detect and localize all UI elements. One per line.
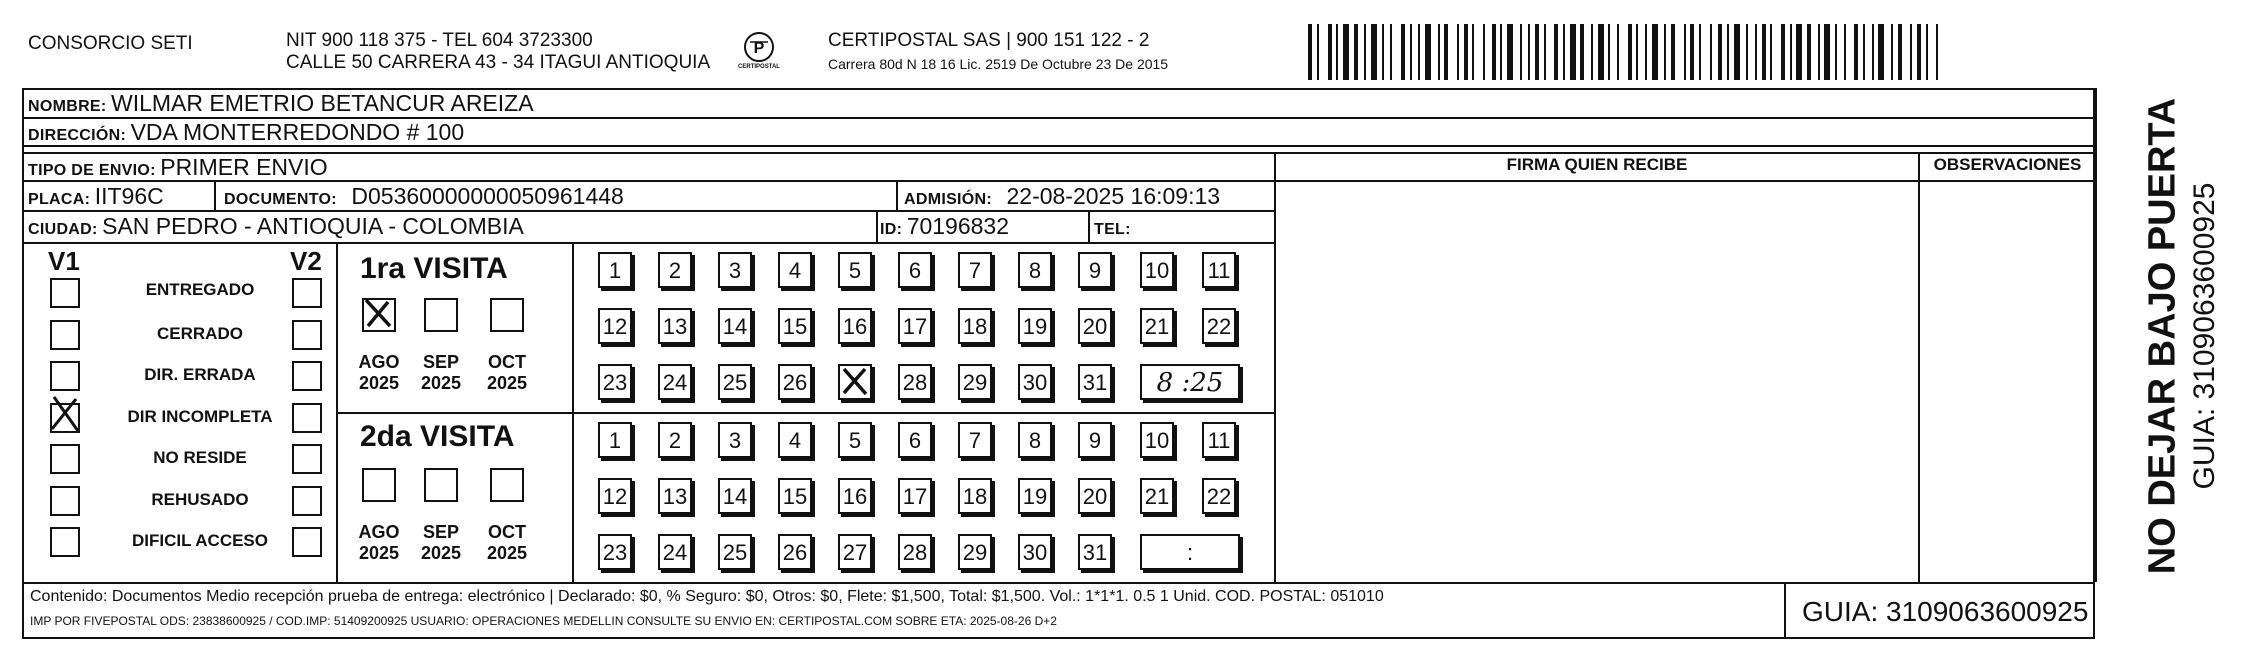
second-month-label: [418, 522, 464, 564]
v2-checkbox-4[interactable]: [292, 403, 322, 433]
company-name: CONSORCIO SETI: [28, 33, 193, 54]
second-day-9[interactable]: 9: [1078, 422, 1112, 458]
nombre-field: [28, 89, 534, 121]
v2-label: V2: [290, 246, 322, 276]
barcode-bar: [1328, 24, 1332, 80]
reason-label: DIR. ERRADA: [144, 365, 256, 384]
placa-label: PLACA:: [28, 191, 91, 208]
second-day-10[interactable]: 10: [1140, 422, 1174, 458]
barcode-bar: [1790, 24, 1792, 80]
barcode-bar: [1824, 24, 1830, 80]
second-day-13[interactable]: 13: [658, 478, 692, 514]
second-day-15[interactable]: 15: [778, 478, 812, 514]
first-day-3[interactable]: 3: [718, 252, 752, 288]
first-day-18[interactable]: 18: [958, 308, 992, 344]
documento-label: DOCUMENTO:: [224, 191, 337, 208]
barcode-bar: [1554, 24, 1558, 80]
first-day-22[interactable]: 22: [1202, 308, 1236, 344]
first-month-box-oct[interactable]: [490, 298, 524, 332]
observaciones-area[interactable]: [1920, 182, 2095, 582]
month-name: AGO: [358, 522, 400, 542]
first-day-19[interactable]: 19: [1018, 308, 1052, 344]
first-day-6[interactable]: 6: [898, 252, 932, 288]
reason-label: CERRADO: [157, 324, 243, 343]
barcode-bar: [1617, 24, 1619, 80]
barcode-bar: [1425, 24, 1431, 80]
second-day-6[interactable]: 6: [898, 422, 932, 458]
first-month-label: [418, 352, 464, 394]
first-day-16[interactable]: 16: [838, 308, 872, 344]
second-day-7[interactable]: 7: [958, 422, 992, 458]
second-day-29[interactable]: 29: [958, 534, 992, 570]
barcode-bar: [1926, 24, 1928, 80]
first-day-8[interactable]: 8: [1018, 252, 1052, 288]
barcode-bar: [1684, 24, 1686, 80]
second-day-18[interactable]: 18: [958, 478, 992, 514]
first-day-29[interactable]: 29: [958, 364, 992, 400]
barcode-bar: [1608, 24, 1610, 80]
barcode-bar: [1410, 24, 1412, 80]
first-day-15[interactable]: 15: [778, 308, 812, 344]
first-day-31[interactable]: 31: [1078, 364, 1112, 400]
barcode-bar: [1528, 24, 1530, 80]
first-day-1[interactable]: 1: [598, 252, 632, 288]
id-value: 70196832: [906, 213, 1010, 239]
barcode-bar: [1628, 24, 1632, 80]
footer-line-2: IMP POR FIVEPOSTAL ODS: 23838600925 / COD.IMP: 51409200925 USUARIO: OPERACIONES MEDELLIN CONSULTE SU ENVIO EN: CERTIPOSTAL.COM SOBRE ETA: 2025-08-26 D+2: [30, 614, 1057, 628]
v1-checkbox-1[interactable]: [50, 278, 80, 308]
nombre-value: WILMAR EMETRIO BETANCUR AREIZA: [111, 90, 534, 116]
first-day-7[interactable]: 7: [958, 252, 992, 288]
month-name: SEP: [422, 352, 460, 372]
barcode-bar: [1371, 24, 1377, 80]
second-day-26[interactable]: 26: [778, 534, 812, 570]
barcode-bar: [1591, 24, 1593, 80]
v2-checkbox-7[interactable]: [292, 527, 322, 557]
barcode-bar: [1910, 24, 1912, 80]
first-day-5[interactable]: 5: [838, 252, 872, 288]
col-divider: [1088, 210, 1090, 242]
second-day-25[interactable]: 25: [718, 534, 752, 570]
first-day-30[interactable]: 30: [1018, 364, 1052, 400]
barcode-bar: [1507, 24, 1513, 80]
ciudad-field: [28, 212, 524, 244]
v1-label: V1: [48, 246, 80, 276]
barcode-bar: [1544, 24, 1546, 80]
first-day-11[interactable]: 11: [1202, 252, 1236, 288]
barcode-bar: [1844, 24, 1846, 80]
v2-checkbox-2[interactable]: [292, 320, 322, 350]
nit-line: NIT 900 118 375 - TEL 604 3723300: [286, 30, 593, 51]
tipo-envio-label: TIPO DE ENVIO:: [28, 162, 156, 179]
barcode-bar: [1734, 24, 1740, 80]
second-day-28[interactable]: 28: [898, 534, 932, 570]
second-day-31[interactable]: 31: [1078, 534, 1112, 570]
second-month-label: [484, 522, 530, 564]
second-day-5[interactable]: 5: [838, 422, 872, 458]
second-day-23[interactable]: 23: [598, 534, 632, 570]
address-line: CALLE 50 CARRERA 43 - 34 ITAGUI ANTIOQUIA: [286, 52, 711, 73]
barcode-bar: [1457, 24, 1459, 80]
documento-value: D05360000000050961448: [351, 183, 624, 209]
x-mark-icon: [838, 364, 872, 398]
row-divider: [22, 152, 2095, 154]
barcode-bar: [1483, 24, 1485, 80]
barcode-bar: [1891, 24, 1893, 80]
barcode-bar: [1710, 24, 1712, 80]
barcode-bar: [1762, 24, 1766, 80]
barcode-bar: [1917, 24, 1921, 80]
second-day-22[interactable]: 22: [1202, 478, 1236, 514]
second-month-box-sep[interactable]: [424, 468, 458, 502]
barcode-bar: [1936, 24, 1938, 80]
placa-value: IIT96C: [94, 183, 164, 209]
first-day-17[interactable]: 17: [898, 308, 932, 344]
barcode-bar: [1898, 24, 1902, 80]
barcode-bar: [1781, 24, 1785, 80]
month-year: 2025: [358, 543, 400, 563]
first-day-21[interactable]: 21: [1140, 308, 1174, 344]
second-day-2[interactable]: 2: [658, 422, 692, 458]
barcode-bar: [1464, 24, 1468, 80]
barcode-bar: [1418, 24, 1420, 80]
month-year: 2025: [486, 543, 528, 563]
logo-text: CERTIPOSTAL: [738, 64, 780, 70]
admision-label: ADMISIÓN:: [904, 191, 993, 208]
month-year: 2025: [420, 373, 462, 393]
first-day-25[interactable]: 25: [718, 364, 752, 400]
x-mark-icon: [48, 393, 82, 433]
v2-checkbox-5[interactable]: [292, 444, 322, 474]
placa-field: [28, 182, 164, 214]
x-mark-icon: [362, 296, 398, 332]
direccion-field: [28, 118, 464, 150]
direccion-label: DIRECCIÓN:: [28, 127, 127, 144]
footer-guia: GUIA: 3109063600925: [1802, 596, 2089, 627]
observaciones-header: OBSERVACIONES: [1933, 155, 2082, 174]
footer-line-1: Contenido: Documentos Medio recepción prueba de entrega: electrónico | Declarado: $0, % Seguro: $0, Otros: $0, Flete: $1,500, Total: $1,500. Vol.: 1*1*1. 0.5 1 Unid. COD. POSTAL: 051010: [30, 588, 1384, 605]
v2-checkbox-3[interactable]: [292, 361, 322, 391]
reason-label: NO RESIDE: [153, 448, 247, 467]
first-day-12[interactable]: 12: [598, 308, 632, 344]
barcode-bar: [1636, 24, 1638, 80]
second-day-16[interactable]: 16: [838, 478, 872, 514]
first-month-label: [356, 352, 402, 394]
ciudad-label: CIUDAD:: [28, 221, 98, 238]
direccion-value: VDA MONTERREDONDO # 100: [130, 119, 465, 145]
second-day-1[interactable]: 1: [598, 422, 632, 458]
v1-checkbox-5[interactable]: [50, 444, 80, 474]
barcode-bar: [1835, 24, 1837, 80]
reason-label: DIFICIL ACCESO: [131, 531, 268, 550]
side-panel: [2097, 90, 2247, 582]
barcode-bar: [1878, 24, 1884, 80]
barcode-bar: [1671, 24, 1675, 80]
v2-checkbox-6[interactable]: [292, 486, 322, 516]
first-month-box-sep[interactable]: [424, 298, 458, 332]
first-visit-title: 1ra VISITA: [360, 252, 508, 285]
second-day-4[interactable]: 4: [778, 422, 812, 458]
second-day-30[interactable]: 30: [1018, 534, 1052, 570]
first-day-14[interactable]: 14: [718, 308, 752, 344]
certipostal-logo: [730, 28, 788, 84]
first-day-2[interactable]: 2: [658, 252, 692, 288]
first-month-label: [484, 352, 530, 394]
barcode-bar: [1563, 24, 1565, 80]
second-day-12[interactable]: 12: [598, 478, 632, 514]
first-day-9[interactable]: 9: [1078, 252, 1112, 288]
v1-checkbox-3[interactable]: [50, 361, 80, 391]
barcode-bar: [1520, 24, 1522, 80]
v1-checkbox-4[interactable]: [50, 403, 80, 433]
second-day-14[interactable]: 14: [718, 478, 752, 514]
admision-value: 22-08-2025 16:09:13: [1006, 183, 1221, 209]
v2-checkbox-1[interactable]: [292, 278, 322, 308]
nombre-label: NOMBRE:: [28, 98, 107, 115]
first-day-27[interactable]: [838, 364, 872, 400]
barcode-bar: [1645, 24, 1647, 80]
barcode-bar: [1535, 24, 1539, 80]
second-day-11[interactable]: 11: [1202, 422, 1236, 458]
tel-label: TEL:: [1094, 221, 1131, 238]
reason-label: REHUSADO: [151, 490, 249, 509]
certipostal-line: CERTIPOSTAL SAS | 900 151 122 - 2: [828, 30, 1150, 51]
tel-field: [1094, 212, 1131, 244]
first-day-10[interactable]: 10: [1140, 252, 1174, 288]
second-day-17[interactable]: 17: [898, 478, 932, 514]
barcode-bar: [1308, 24, 1312, 80]
documento-field: [224, 182, 624, 214]
first-day-20[interactable]: 20: [1078, 308, 1112, 344]
second-month-label: [356, 522, 402, 564]
barcode-bar: [1807, 24, 1811, 80]
barcode-bar: [1570, 24, 1576, 80]
barcode-bar: [1500, 24, 1502, 80]
first-time-box[interactable]: 8 :25: [1140, 364, 1240, 400]
footer-guia-divider: [1784, 582, 1786, 639]
side-guia-text: GUIA: 3109063600925: [2188, 182, 2221, 490]
second-visit-title: 2da VISITA: [360, 420, 515, 453]
barcode-bar: [1854, 24, 1858, 80]
ciudad-value: SAN PEDRO - ANTIOQUIA - COLOMBIA: [102, 213, 524, 239]
barcode-bar: [1364, 24, 1366, 80]
month-name: AGO: [358, 352, 400, 372]
second-day-27[interactable]: 27: [838, 534, 872, 570]
barcode-bar: [1872, 24, 1874, 80]
second-month-box-oct[interactable]: [490, 468, 524, 502]
barcode-bar: [1690, 24, 1694, 80]
id-label: ID:: [880, 221, 903, 238]
firma-area[interactable]: [1276, 182, 1918, 582]
admision-field: [904, 182, 1220, 214]
month-year: 2025: [486, 373, 528, 393]
month-name: OCT: [488, 352, 526, 372]
barcode-bar: [1492, 24, 1496, 80]
first-day-4[interactable]: 4: [778, 252, 812, 288]
first-day-23[interactable]: 23: [598, 364, 632, 400]
barcode-bar: [1863, 24, 1865, 80]
barcode-bar: [1444, 24, 1448, 80]
no-dejar-bajo-puerta-text: NO DEJAR BAJO PUERTA: [2141, 97, 2184, 575]
barcode-bar: [1382, 24, 1384, 80]
barcode: [1308, 24, 1942, 80]
barcode-bar: [1438, 24, 1440, 80]
barcode-bar: [1664, 24, 1666, 80]
barcode-bar: [1401, 24, 1405, 80]
barcode-bar: [1746, 24, 1748, 80]
first-day-28[interactable]: 28: [898, 364, 932, 400]
tipo-envio-value: PRIMER ENVIO: [160, 154, 328, 180]
month-year: 2025: [420, 543, 462, 563]
month-name: SEP: [422, 522, 460, 542]
reason-label: DIR INCOMPLETA: [127, 407, 273, 426]
v1-checkbox-7[interactable]: [50, 527, 80, 557]
svg-text:P: P: [753, 40, 765, 57]
second-day-21[interactable]: 21: [1140, 478, 1174, 514]
barcode-bar: [1354, 24, 1358, 80]
barcode-bar: [1472, 24, 1474, 80]
visit-divider: [336, 412, 1274, 414]
barcode-bar: [1652, 24, 1658, 80]
barcode-bar: [1343, 24, 1349, 80]
barcode-bar: [1796, 24, 1802, 80]
barcode-bar: [1580, 24, 1584, 80]
second-time-box[interactable]: :: [1140, 534, 1240, 570]
col-divider: [896, 180, 898, 210]
barcode-bar: [1699, 24, 1701, 80]
tipo-envio-field: [28, 153, 328, 185]
second-day-8[interactable]: 8: [1018, 422, 1052, 458]
first-month-box-ago[interactable]: [362, 298, 396, 332]
barcode-bar: [1336, 24, 1338, 80]
barcode-bar: [1598, 24, 1604, 80]
barcode-bar: [1727, 24, 1729, 80]
reason-label: ENTREGADO: [145, 280, 255, 299]
second-month-box-ago[interactable]: [362, 468, 396, 502]
second-day-24[interactable]: 24: [658, 534, 692, 570]
month-name: OCT: [488, 522, 526, 542]
id-field: [880, 212, 1009, 244]
first-day-26[interactable]: 26: [778, 364, 812, 400]
first-day-13[interactable]: 13: [658, 308, 692, 344]
barcode-bar: [1390, 24, 1392, 80]
barcode-bar: [1718, 24, 1722, 80]
barcode-bar: [1755, 24, 1757, 80]
barcode-bar: [1818, 24, 1820, 80]
second-day-3[interactable]: 3: [718, 422, 752, 458]
license-line: Carrera 80d N 18 16 Lic. 2519 De Octubre 23 De 2015: [828, 56, 1169, 72]
first-day-24[interactable]: 24: [658, 364, 692, 400]
barcode-bar: [1770, 24, 1772, 80]
v1-checkbox-2[interactable]: [50, 320, 80, 350]
barcode-bar: [1317, 24, 1319, 80]
v1-checkbox-6[interactable]: [50, 486, 80, 516]
second-day-20[interactable]: 20: [1078, 478, 1112, 514]
col-divider: [876, 210, 878, 242]
firma-header: FIRMA QUIEN RECIBE: [1506, 155, 1688, 174]
month-year: 2025: [358, 373, 400, 393]
second-day-19[interactable]: 19: [1018, 478, 1052, 514]
